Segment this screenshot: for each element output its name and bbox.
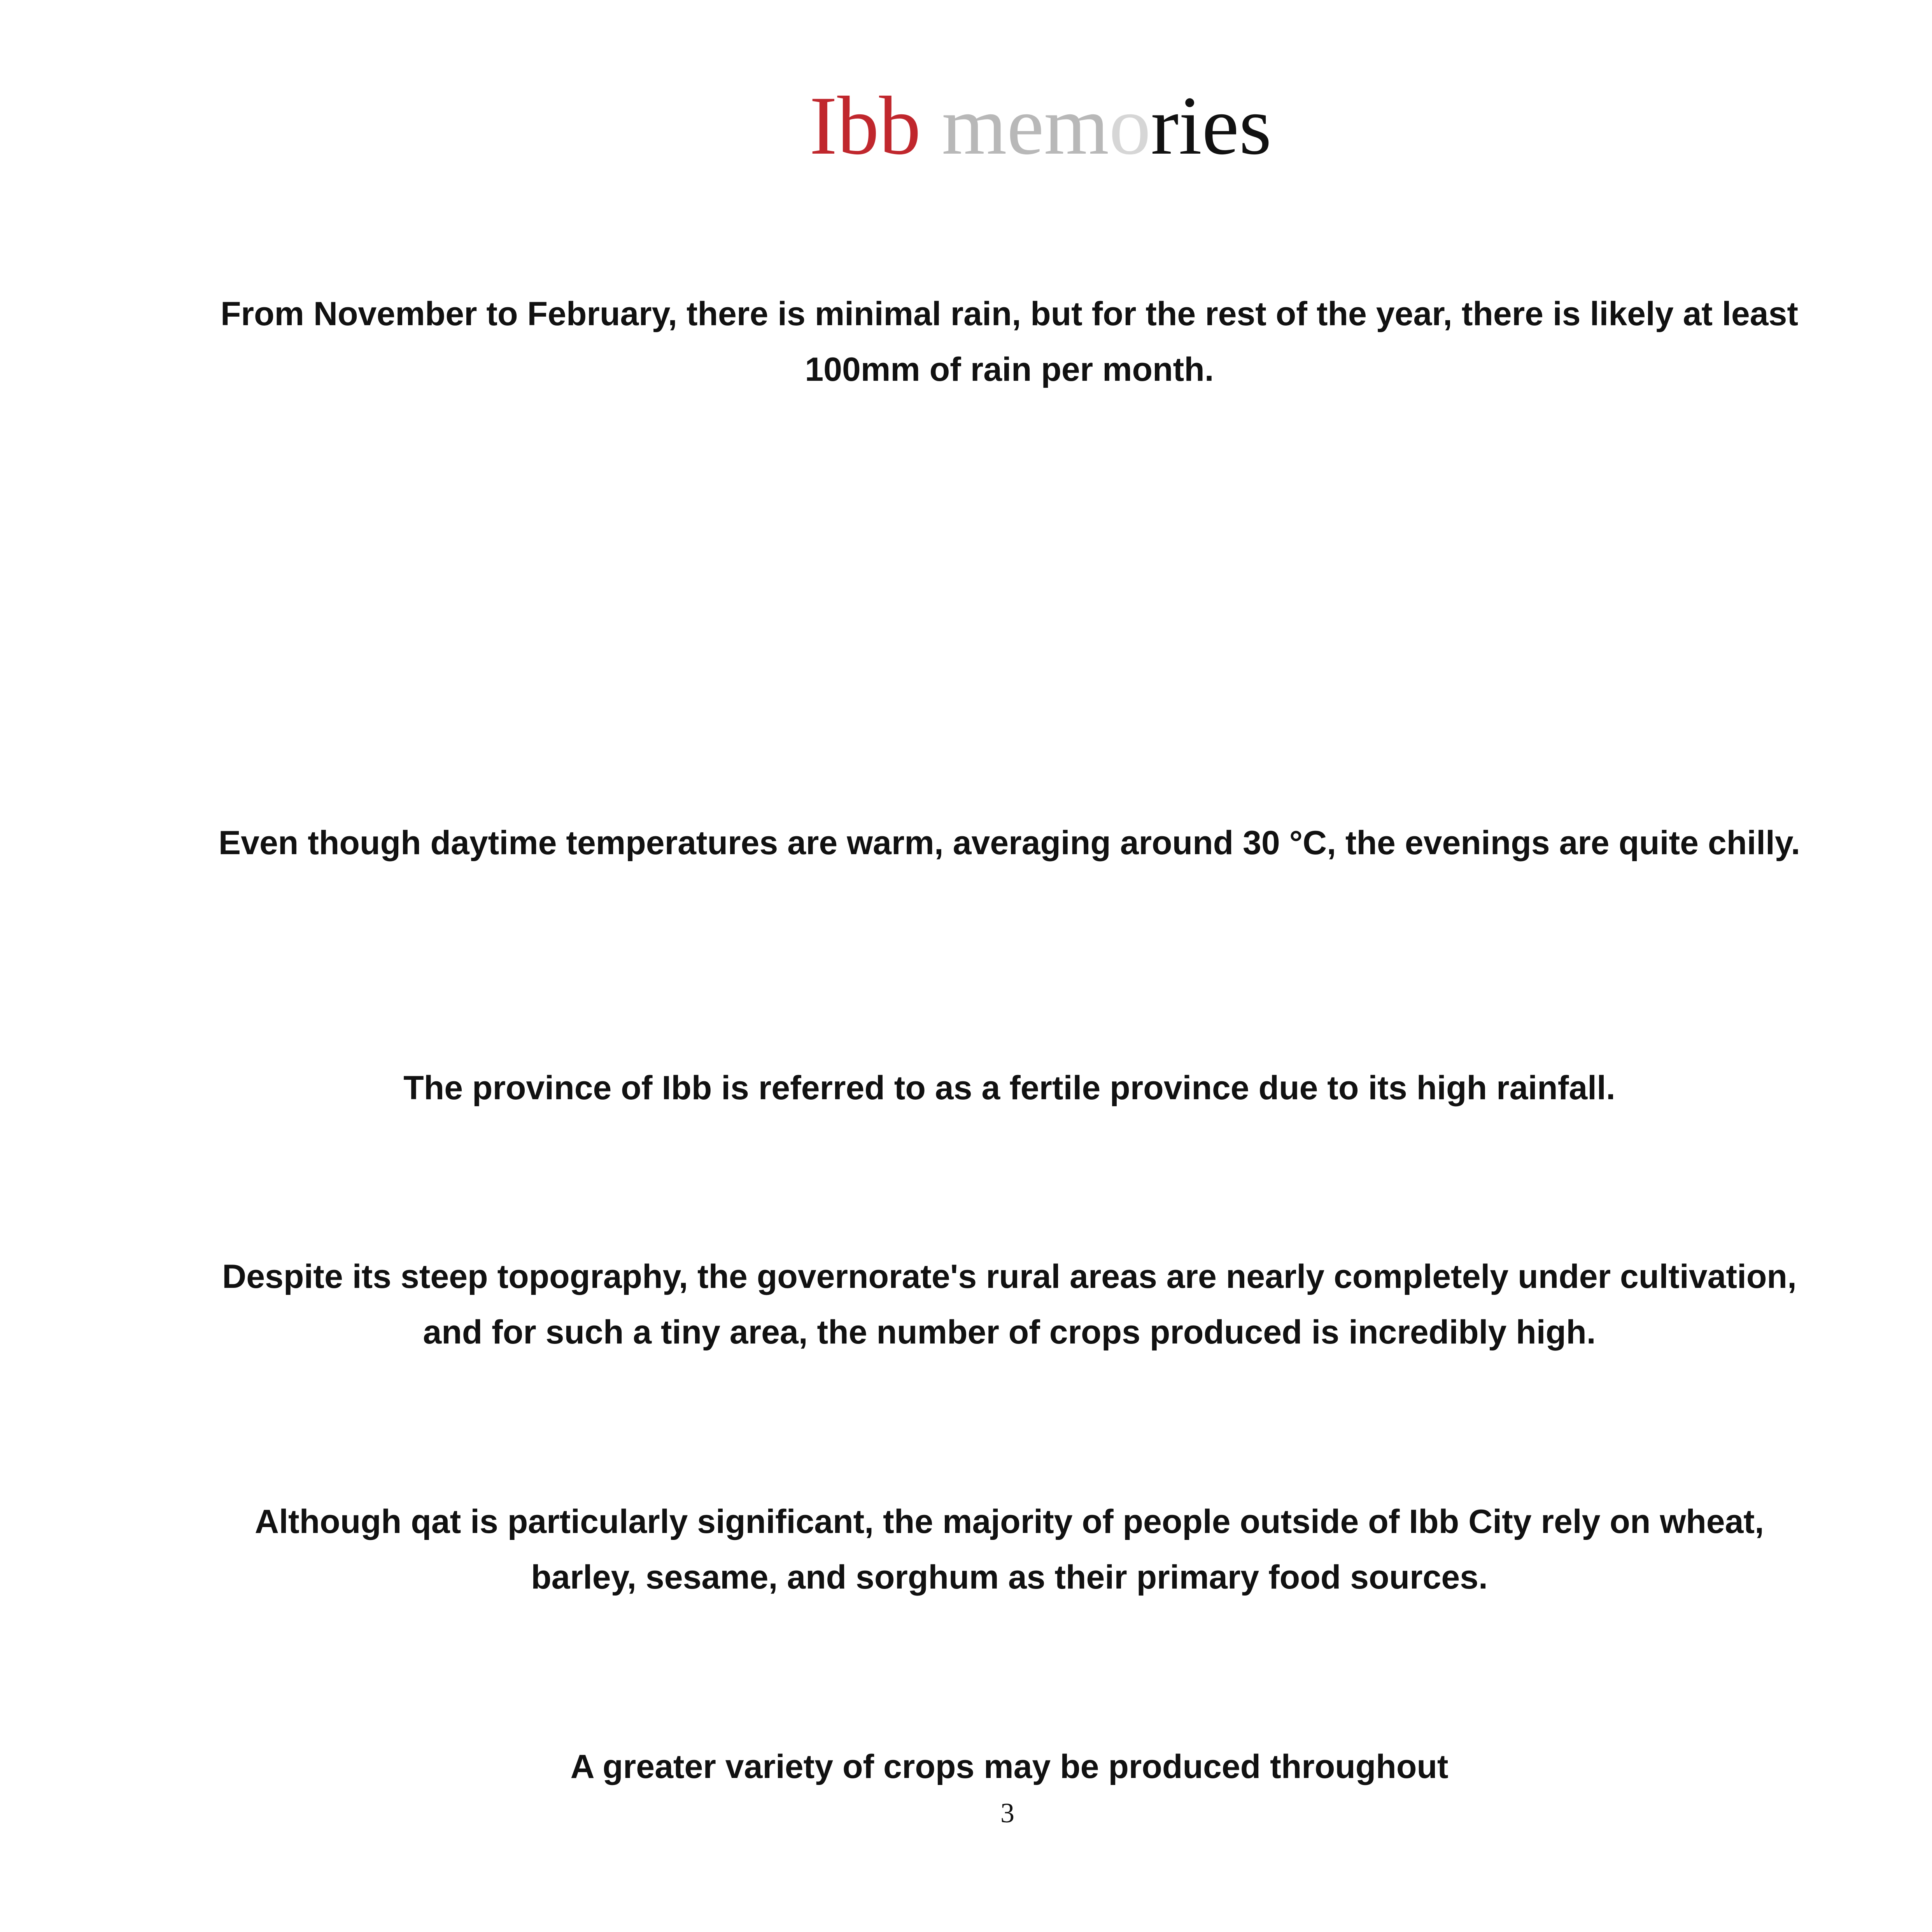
paragraph-temperature: Even though daytime temperatures are warm, averaging around 30 °C, the evenings are quite chilly. <box>218 824 1801 862</box>
paragraph-rainfall: From November to February, there is minimal rain, but for the rest of the year, there is likely at least 100mm of rain per month. <box>221 295 1798 388</box>
page-title <box>0 79 1932 172</box>
title-segment-o: o <box>1109 79 1151 172</box>
page-number: 3 <box>1000 1797 1014 1829</box>
paragraph-crop-variety: A greater variety of crops may be produced throughout <box>570 1748 1449 1785</box>
paragraph-food-sources: Although qat is particularly significant, the majority of people outside of Ibb City rely on wheat, barley, sesame, and sorghum as their primary food sources. <box>255 1503 1764 1596</box>
title-segment-ibb: Ibb <box>809 79 921 172</box>
paragraph-cultivation: Despite its steep topography, the governorate's rural areas are nearly completely under cultivation, and for such a tiny area, the number of crops produced is incredibly high. <box>222 1258 1797 1351</box>
title-space <box>921 79 942 172</box>
title-segment-ries: ries <box>1151 79 1272 172</box>
paragraph-fertile-province: The province of Ibb is referred to as a fertile province due to its high rainfall. <box>403 1069 1615 1107</box>
title-segment-mem: mem <box>942 79 1109 172</box>
